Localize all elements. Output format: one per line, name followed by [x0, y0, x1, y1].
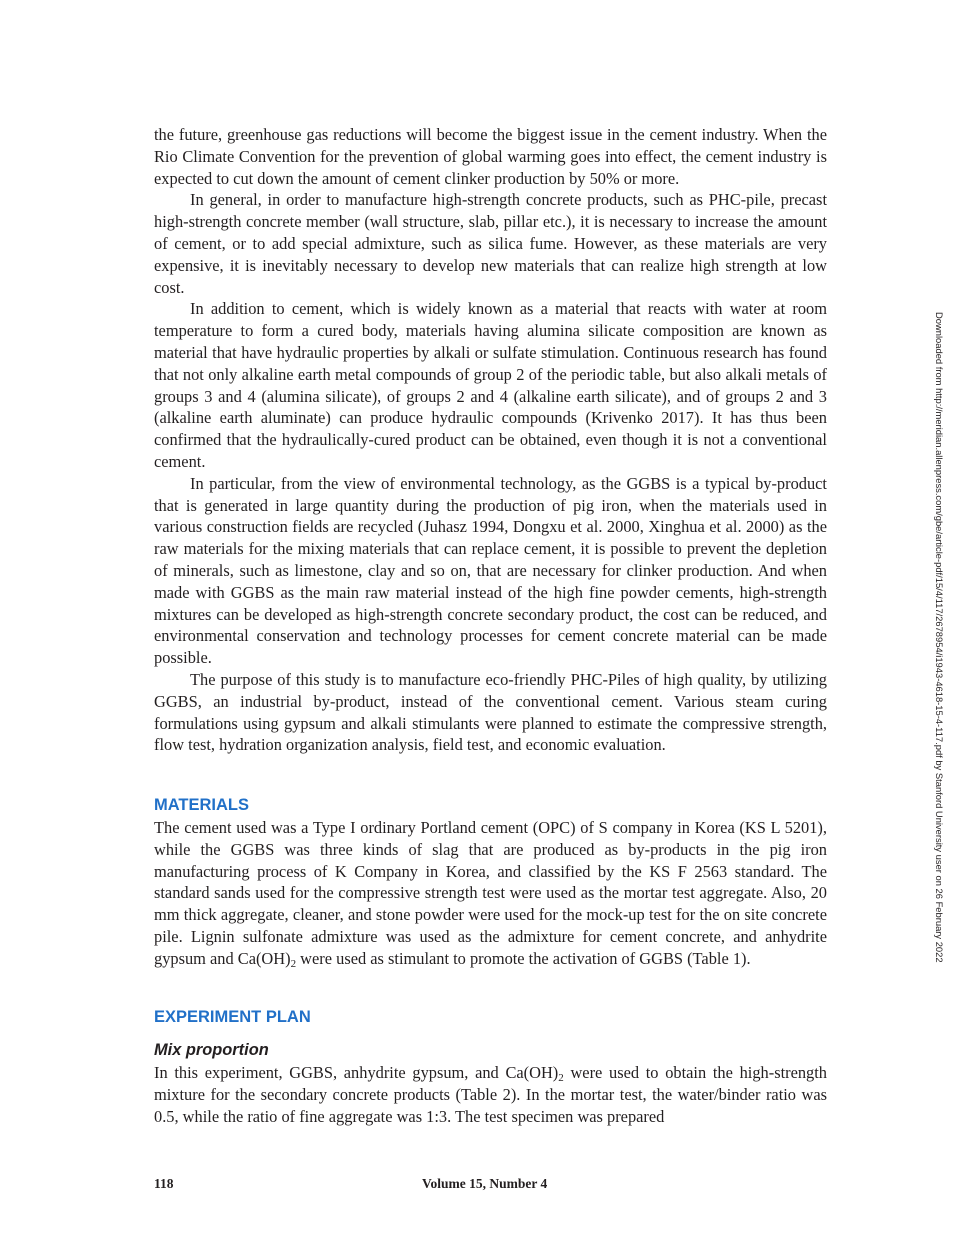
experiment-plan-heading: EXPERIMENT PLAN [154, 1008, 311, 1027]
materials-heading: MATERIALS [154, 796, 250, 815]
materials-paragraph [154, 817, 827, 970]
paragraph-high-strength: In general, in order to manufacture high-strength concrete products, such as PHC-pile, precast high-strength concrete member (wall structure, slab, pillar etc.), it is necessary to increase the amount of cement, or to add special admixture, such as silica fume. However, as these materials are very expensive, it is inevitably necessary to develop new materials that can realize high strength at low cost. [154, 190, 827, 297]
materials-text-a: The cement used was a Type I ordinary Portland cement (OPC) of S company in Korea (KS L 5201), while the GGBS was three kinds of slag that are produced as by-products in the pig iron manufacturing process of K Company in Korea, and classified by the KS F 2563 standard. The standard sands used for the compressive strength test were used as the mortar test aggregate. Also, 20 mm thick aggregate, cleaner, and stone powder were used for the mock-up test for the on site concrete pile. Lignin sulfonate admixture was used as the admixture for cement concrete, and anhydrite gypsum and Ca(OH) [154, 817, 827, 968]
paragraph-environmental-technology: In particular, from the view of environmental technology, as the GGBS is a typical by-product that is generated in large quantity during the production of pig iron, when the materials used in various construction fields are recycled (Juhasz 1994, Dongxu et al. 2000, Xinghua et al. 2000) as the raw materials for the mixing materials that can replace cement, it is possible to prevent the depletion of minerals, such as limestone, clay and so on, that are necessary for clinker production. And when made with GGBS as the main raw material instead of the high fine powder cements, high-strength mixtures can be developed as high-strength concrete secondary product, the cost can be reduced, and environmental conservation and technology processes for cement concrete material can be made possible. [154, 473, 827, 668]
mix-subscript: 2 [558, 1072, 564, 1085]
journal-issue: Volume 15, Number 4 [422, 1176, 548, 1191]
mix-proportion-subheading: Mix proportion [154, 1041, 269, 1060]
page-number: 118 [154, 1176, 174, 1191]
materials-subscript: 2 [290, 957, 297, 970]
materials-text-b: were used as stimulant to promote the activation of GGBS (Table 1). [296, 948, 751, 968]
paragraph-intro-continued: the future, greenhouse gas reductions will become the biggest issue in the cement industry. When the Rio Climate Convention for the prevention of global warming goes into effect, the cement industry is expected to cut down the amount of cement clinker production by 50% or more. [154, 125, 827, 188]
paragraph-hydraulic-properties: In addition to cement, which is widely known as a material that reacts with water at room temperature to form a cured body, materials having alumina silicate composition are known as material that have hydraulic properties by alkali or sulfate stimulation. Continuous research has found that not only alkaline earth metal compounds of group 2 of the periodic table, but also alkali metals of groups 3 and 4 (alumina silicate), of groups 2 and 4 (alkaline earth silicate), and of groups 2 and 3 (alkaline earth aluminate) can produce hydraulic compounds (Krivenko 2017). It has thus been confirmed that the hydraulically-cured product can be obtained, even though it is not a conventional cement. [154, 299, 827, 471]
article-body [154, 124, 827, 1127]
mix-text-b: were used to obtain the high-strength mixture for the secondary concrete products (Table 2). In the mortar test, the water/binder ratio was 0.5, while the ratio of fine aggregate was 1:3. The test specimen was prepared [154, 1063, 828, 1126]
paragraph-study-purpose: The purpose of this study is to manufacture eco-friendly PHC-Piles of high quality, by utilizing GGBS, an industrial by-product, instead of the conventional cement. Various steam curing formulations using gypsum and alkali stimulants were planned to estimate the compressive strength, flow test, hydration organization analysis, field test, and economic evaluation. [154, 669, 827, 755]
mix-text-a: In this experiment, GGBS, anhydrite gypsum, and Ca(OH) [154, 1063, 559, 1083]
download-watermark: Downloaded from http://meridian.allenpress.com/gbe/article-pdf/15/4/117/2678954/i1943-4618-15-4-117.pdf by Stanford University user on 26 February 2022 [934, 312, 945, 963]
mix-proportion-paragraph [154, 1062, 827, 1127]
